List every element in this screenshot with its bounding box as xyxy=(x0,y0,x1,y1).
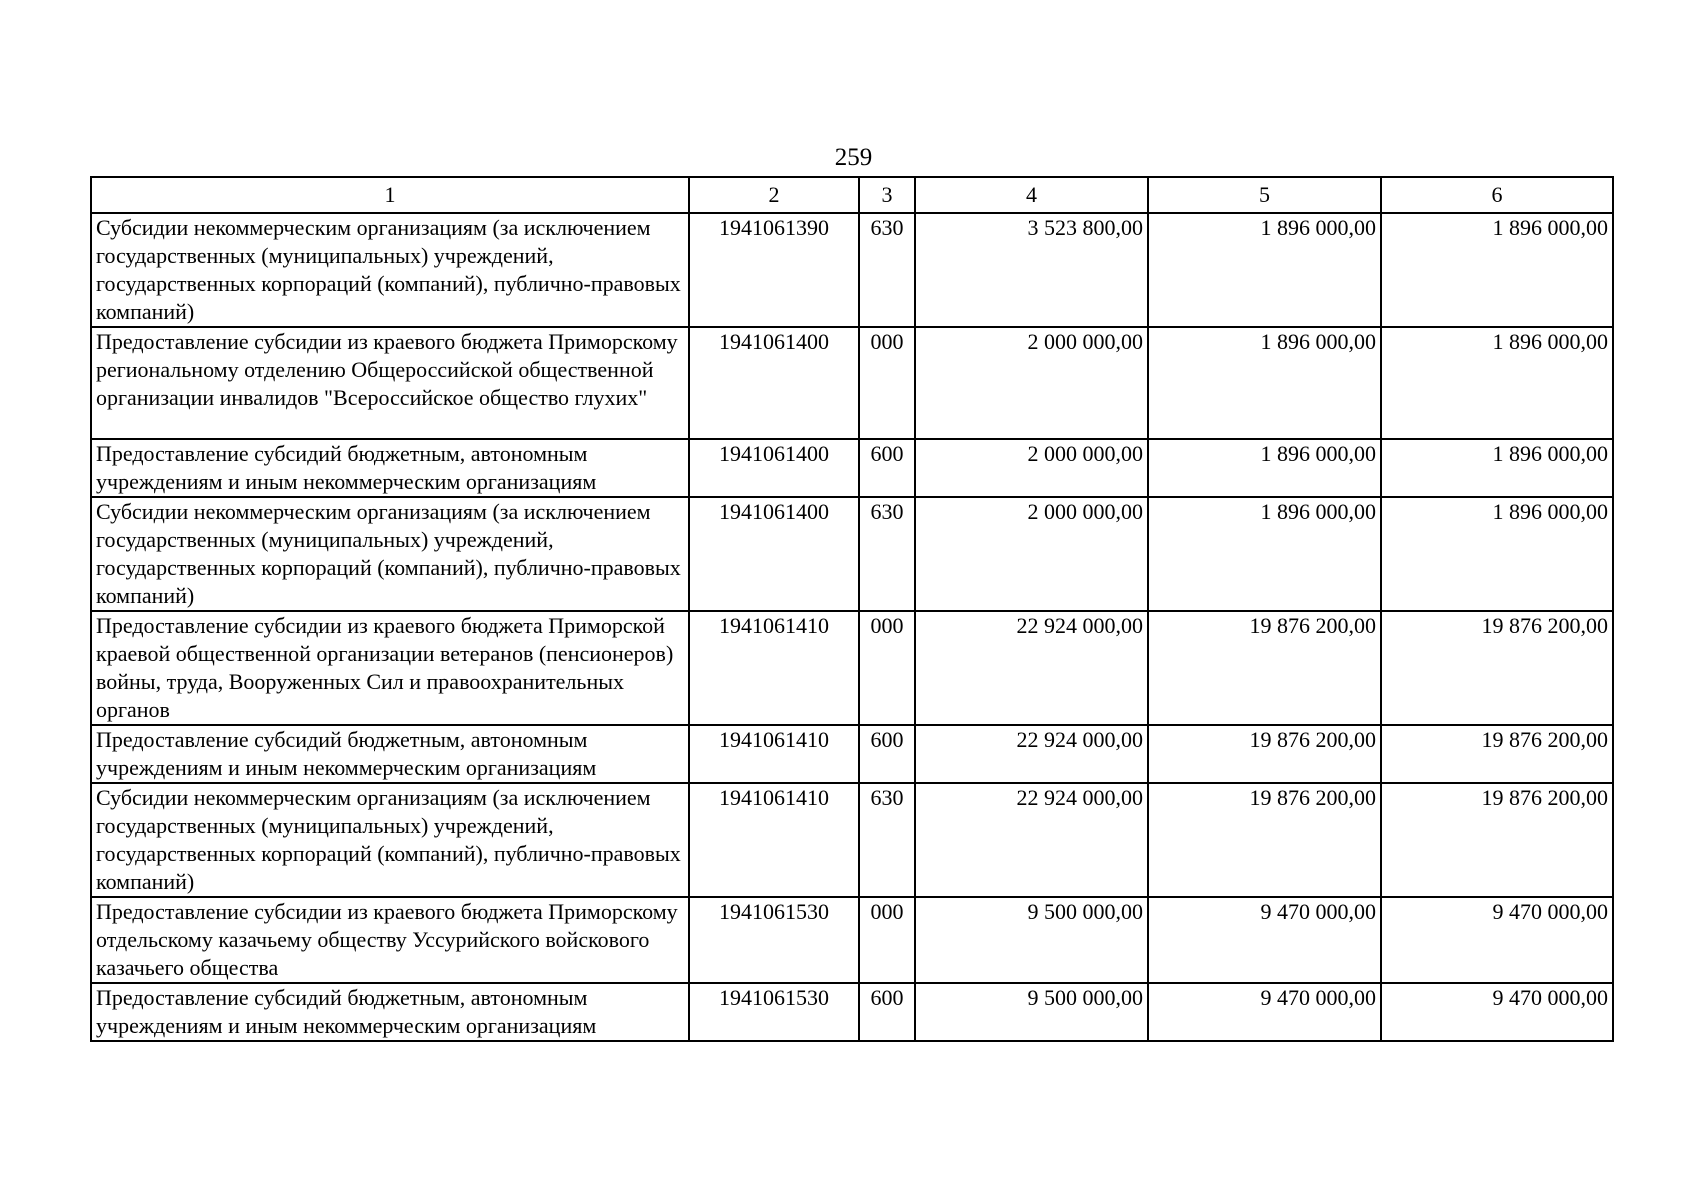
row-type: 630 xyxy=(859,213,915,327)
column-header-5: 5 xyxy=(1148,177,1381,213)
table-row xyxy=(91,611,1613,725)
row-amount-5: 19 876 200,00 xyxy=(1148,725,1381,783)
row-amount-5: 9 470 000,00 xyxy=(1148,983,1381,1041)
table-row xyxy=(91,725,1613,783)
row-name: Предоставление субсидий бюджетным, автономным учреждениям и иным некоммерческим организациям xyxy=(91,439,689,497)
row-amount-4: 22 924 000,00 xyxy=(915,783,1148,897)
row-amount-4: 3 523 800,00 xyxy=(915,213,1148,327)
row-name: Предоставление субсидии из краевого бюджета Приморскому отдельскому казачьему обществу Уссурийского войскового казачьего общества xyxy=(91,897,689,983)
row-type: 600 xyxy=(859,983,915,1041)
row-amount-4: 2 000 000,00 xyxy=(915,327,1148,439)
row-name: Предоставление субсидий бюджетным, автономным учреждениям и иным некоммерческим организациям xyxy=(91,725,689,783)
row-name: Предоставление субсидии из краевого бюджета Приморской краевой общественной организации ветеранов (пенсионеров) войны, труда, Вооруженных Сил и правоохранительных органов xyxy=(91,611,689,725)
column-header-3: 3 xyxy=(859,177,915,213)
row-amount-6: 9 470 000,00 xyxy=(1381,897,1613,983)
row-name: Субсидии некоммерческим организациям (за исключением государственных (муниципальных) учреждений, государственных корпораций (компаний), публично-правовых компаний) xyxy=(91,783,689,897)
row-amount-5: 9 470 000,00 xyxy=(1148,897,1381,983)
row-code: 1941061400 xyxy=(689,497,859,611)
column-header-6: 6 xyxy=(1381,177,1613,213)
row-amount-6: 19 876 200,00 xyxy=(1381,611,1613,725)
row-amount-6: 9 470 000,00 xyxy=(1381,983,1613,1041)
row-amount-6: 1 896 000,00 xyxy=(1381,439,1613,497)
row-type: 630 xyxy=(859,783,915,897)
row-amount-5: 1 896 000,00 xyxy=(1148,439,1381,497)
row-type: 000 xyxy=(859,897,915,983)
row-amount-5: 19 876 200,00 xyxy=(1148,783,1381,897)
row-amount-5: 1 896 000,00 xyxy=(1148,327,1381,439)
row-type: 000 xyxy=(859,611,915,725)
row-amount-6: 1 896 000,00 xyxy=(1381,497,1613,611)
table-row xyxy=(91,213,1613,327)
row-amount-4: 22 924 000,00 xyxy=(915,725,1148,783)
budget-table xyxy=(90,176,1614,1042)
row-name: Субсидии некоммерческим организациям (за исключением государственных (муниципальных) учреждений, государственных корпораций (компаний), публично-правовых компаний) xyxy=(91,497,689,611)
table-row xyxy=(91,327,1613,439)
row-code: 1941061390 xyxy=(689,213,859,327)
row-name: Субсидии некоммерческим организациям (за исключением государственных (муниципальных) учреждений, государственных корпораций (компаний), публично-правовых компаний) xyxy=(91,213,689,327)
table-row xyxy=(91,497,1613,611)
row-code: 1941061410 xyxy=(689,725,859,783)
table-header-row xyxy=(91,177,1613,213)
row-amount-6: 19 876 200,00 xyxy=(1381,725,1613,783)
row-amount-6: 1 896 000,00 xyxy=(1381,327,1613,439)
row-type: 630 xyxy=(859,497,915,611)
row-amount-4: 22 924 000,00 xyxy=(915,611,1148,725)
row-code: 1941061530 xyxy=(689,897,859,983)
page-number: 259 xyxy=(834,144,873,171)
table-row xyxy=(91,783,1613,897)
table-row xyxy=(91,439,1613,497)
row-name: Предоставление субсидии из краевого бюджета Приморскому региональному отделению Общероссийской общественной организации инвалидов "Всероссийское общество глухих" xyxy=(91,327,689,439)
row-amount-5: 19 876 200,00 xyxy=(1148,611,1381,725)
row-code: 1941061530 xyxy=(689,983,859,1041)
row-code: 1941061400 xyxy=(689,327,859,439)
row-amount-4: 2 000 000,00 xyxy=(915,439,1148,497)
row-type: 600 xyxy=(859,725,915,783)
row-type: 600 xyxy=(859,439,915,497)
row-amount-6: 19 876 200,00 xyxy=(1381,783,1613,897)
row-amount-4: 9 500 000,00 xyxy=(915,983,1148,1041)
table-row xyxy=(91,983,1613,1041)
column-header-4: 4 xyxy=(915,177,1148,213)
row-amount-5: 1 896 000,00 xyxy=(1148,497,1381,611)
row-type: 000 xyxy=(859,327,915,439)
row-amount-4: 2 000 000,00 xyxy=(915,497,1148,611)
row-code: 1941061400 xyxy=(689,439,859,497)
column-header-2: 2 xyxy=(689,177,859,213)
row-code: 1941061410 xyxy=(689,611,859,725)
row-amount-4: 9 500 000,00 xyxy=(915,897,1148,983)
row-amount-6: 1 896 000,00 xyxy=(1381,213,1613,327)
row-amount-5: 1 896 000,00 xyxy=(1148,213,1381,327)
column-header-1: 1 xyxy=(91,177,689,213)
table-row xyxy=(91,897,1613,983)
row-code: 1941061410 xyxy=(689,783,859,897)
row-name: Предоставление субсидий бюджетным, автономным учреждениям и иным некоммерческим организациям xyxy=(91,983,689,1041)
